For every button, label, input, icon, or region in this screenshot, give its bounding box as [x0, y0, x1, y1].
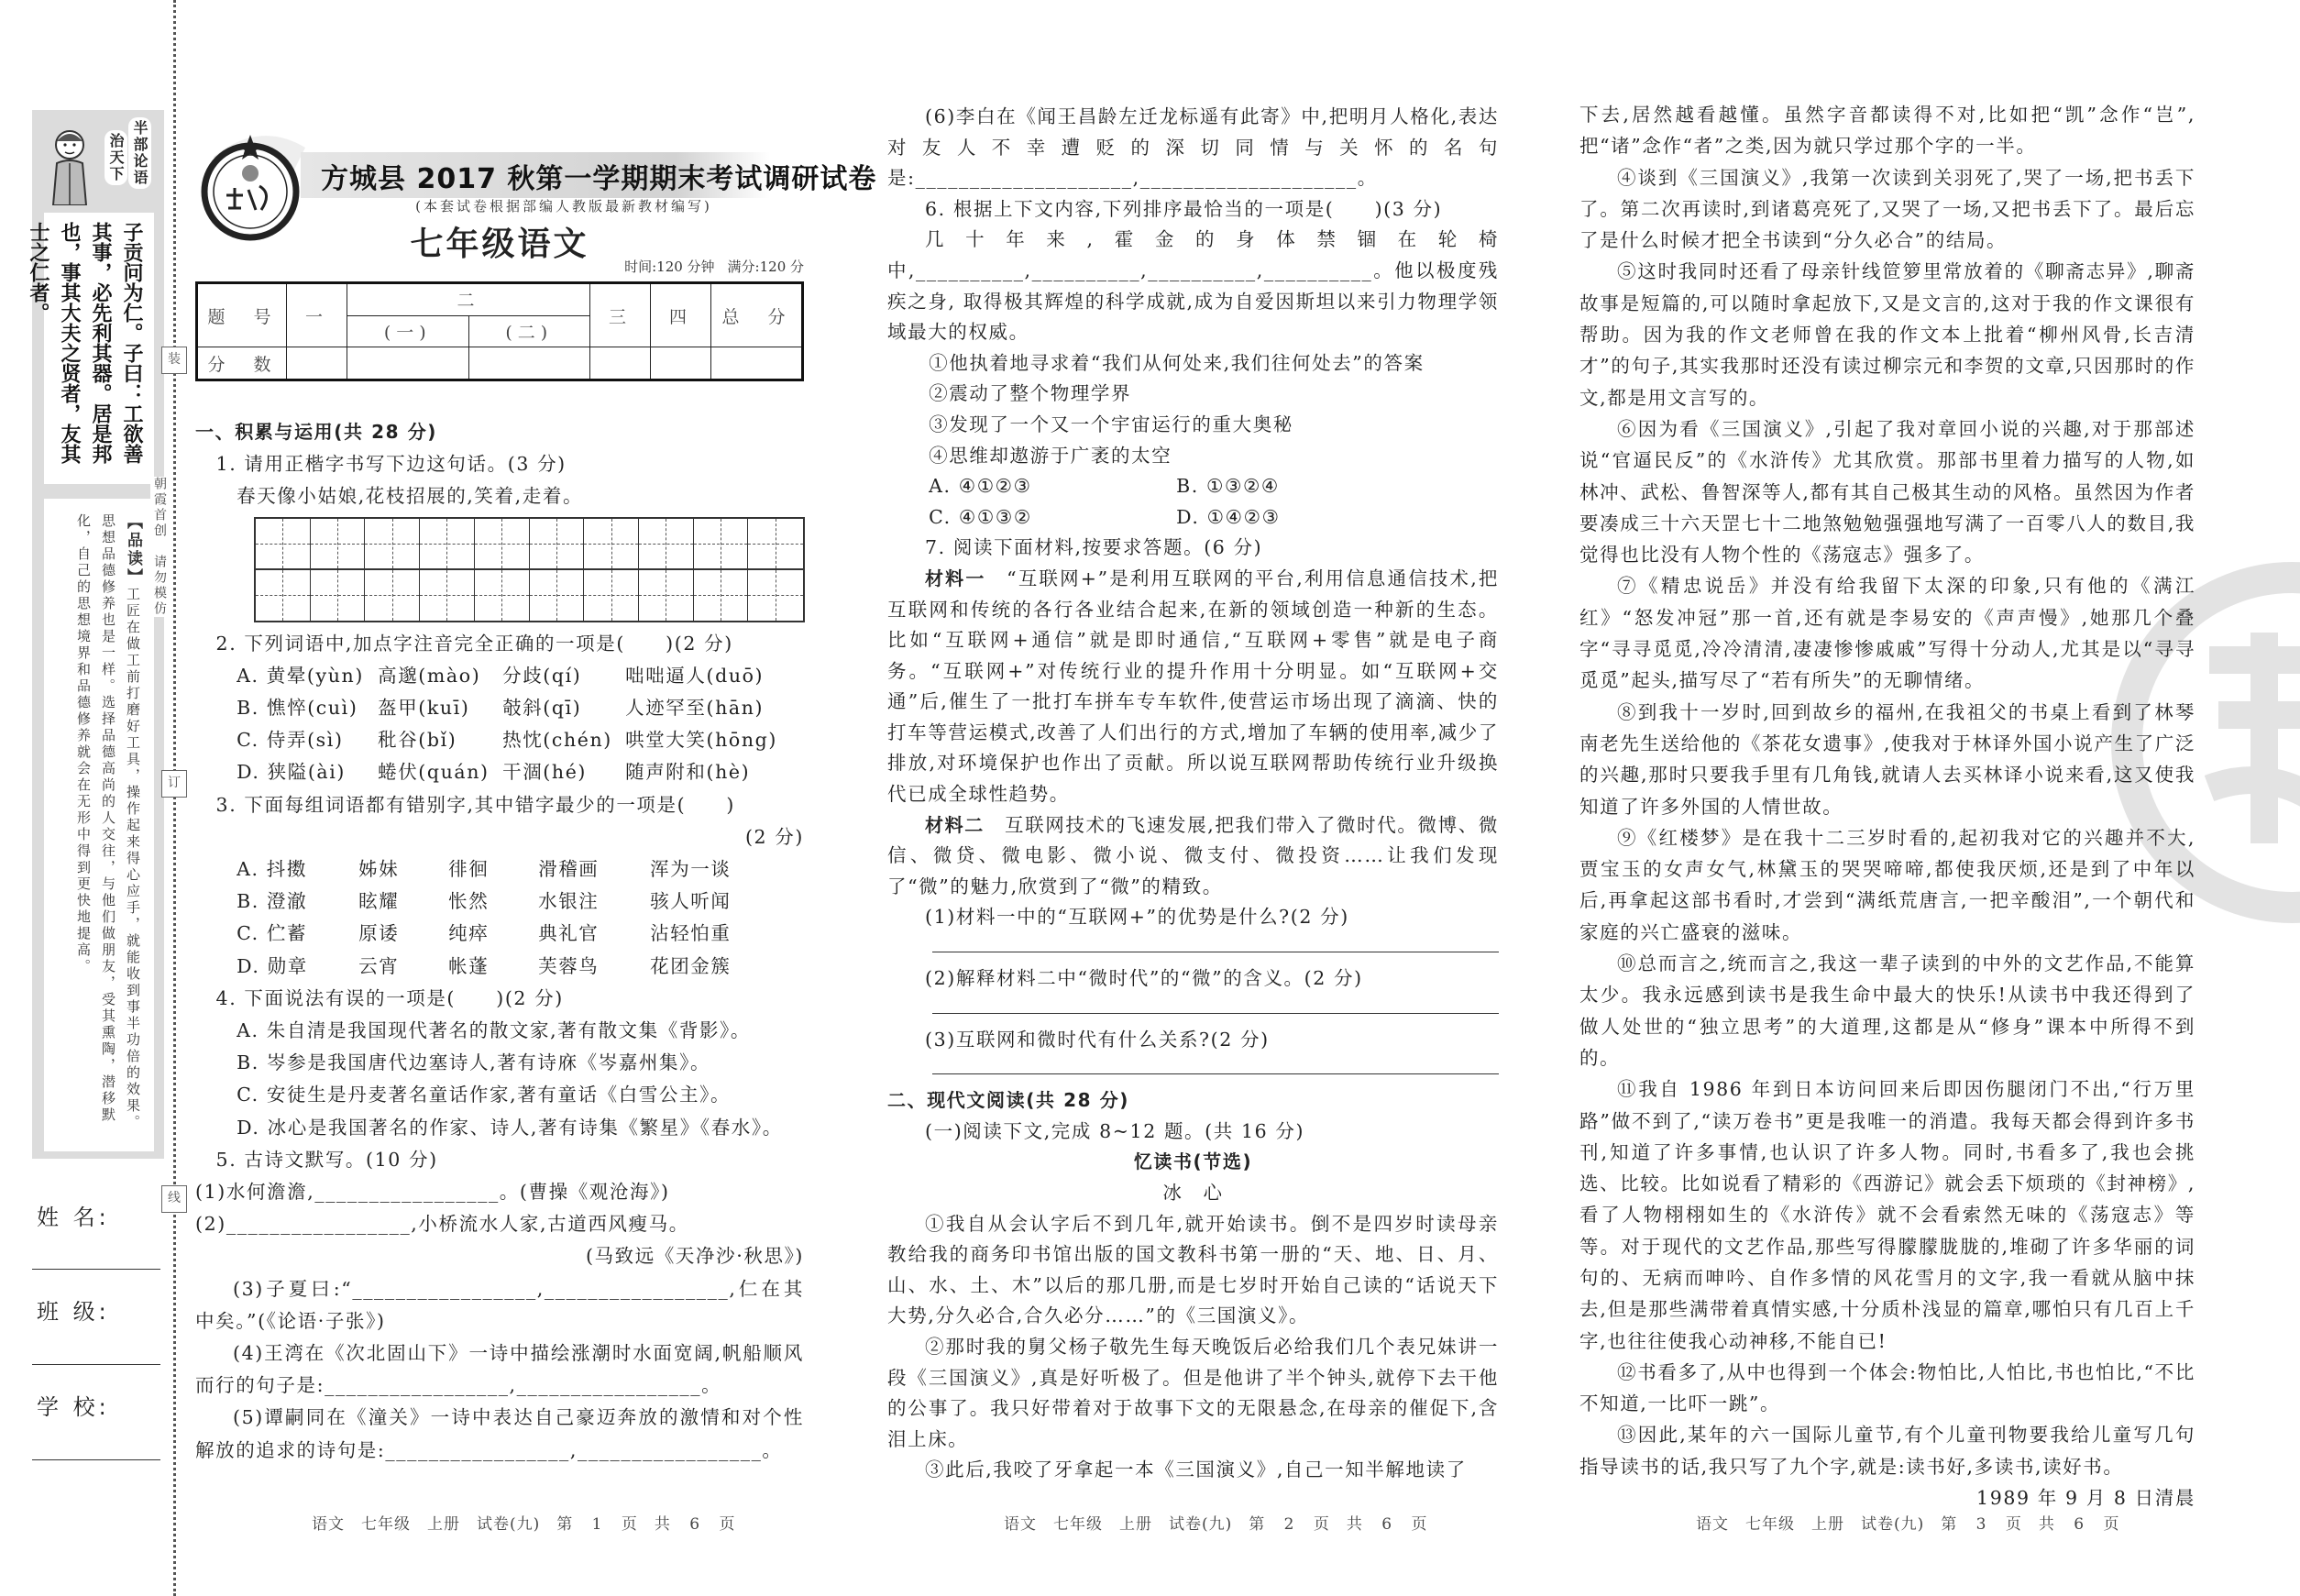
section-2-heading: 二、现代文阅读(共 28 分): [887, 1089, 1130, 1112]
option-word: 花团金簇: [650, 954, 732, 977]
motto-text-2: 治天下: [105, 130, 127, 185]
q3-option-c[interactable]: [195, 918, 804, 950]
answer-line[interactable]: [932, 1073, 1499, 1074]
class-input-line[interactable]: [32, 1364, 160, 1365]
q6-option-d[interactable]: D. ①④②③: [1176, 505, 1281, 528]
footer-subject: 语文: [1696, 1515, 1729, 1534]
article-para-10: ⑩总而言之,统而言之,我这一辈子读到的中外的文艺作品,不能算太少。我永远感到读书是我生命中最大的快乐!从读书中我还得到了做人处世的“独立思考”的大道理,这都是从“修身”课本中所得不到的。: [1579, 952, 2195, 1069]
footer-total: 共 6 页: [654, 1515, 736, 1534]
q7-material-2: [887, 810, 1499, 903]
q7-sub-3: (3)互联网和微时代有什么关系?(2 分): [925, 1028, 1270, 1051]
footer-paper: 试卷(九): [1169, 1515, 1233, 1534]
article-para-1: ①我自从会认字后不到几年,就开始读书。倒不是四岁时读母亲教给我的商务印书馆出版的国文教科书第一册的“天、地、日、月、山、水、土、木”以后的那几册,而是七岁时开始自己读的“话说天下大势,分久必合,合久必分……”的《三国演义》。: [887, 1212, 1499, 1327]
footer-subject: 语文: [312, 1515, 345, 1534]
option-word: 分歧(qí): [502, 664, 582, 687]
option-word: 怅然: [448, 890, 490, 913]
option-word: 帐蓬: [448, 954, 490, 977]
footer-paper: 试卷(九): [1861, 1515, 1925, 1534]
article-para-8: ⑧到我十一岁时,回到故乡的福州,在我祖父的书桌上看到了林琴南老先生送给他的《茶花女遗事》,使我对于林译外国小说产生了广泛的兴趣,那时只要我手里有几角钱,就请人去买林译小说来看,这又使我知道了许多外国的人情世故。: [1579, 700, 2195, 818]
option-word: 沾轻怕重: [650, 922, 732, 945]
article-title: 忆读书(节选): [1133, 1150, 1253, 1173]
answer-line[interactable]: [932, 1013, 1499, 1014]
article-para-12: ⑫书看多了,从中也得到一个体会:物怕比,人怕比,书也怕比,“不比不知道,一比吓一跳”。: [1579, 1360, 2195, 1415]
q5-stem: 5. 古诗文默写。(10 分): [215, 1148, 438, 1171]
school-label: 学 校:: [37, 1394, 110, 1420]
score-table-label-score: 分 数: [197, 347, 287, 380]
q1-stem: 1. 请用正楷字书写下边这句话。(3 分): [215, 453, 567, 476]
q6-option-b[interactable]: B. ①③②④: [1176, 475, 1280, 498]
q4-stem: 4. 下面说法有误的一项是( )(2 分): [215, 986, 564, 1009]
article-para-3-continued: 下去,居然越看越懂。虽然字音都读得不对,比如把“凯”念作“岂”,把“诸”念作“者”之类,因为就只学过那个字的一半。: [1579, 104, 2195, 158]
confucius-cartoon-icon: [44, 125, 95, 205]
q2-stem: 2. 下列词语中,加点字注音完全正确的一项是( )(2 分): [215, 632, 733, 655]
q6-options-cd: [887, 502, 1499, 534]
q5-item-5: (5)谭嗣同在《潼关》一诗中表达自己豪迈奔放的激情和对个性解放的追求的诗句是:_________________,_________________。: [195, 1406, 804, 1461]
q3-option-d[interactable]: [195, 951, 804, 983]
option-word: 热忱(chén): [502, 729, 612, 752]
score-cell[interactable]: [711, 347, 803, 380]
q4-option-c[interactable]: C. 安徒生是丹麦著名童话作家,著有童话《白雪公主》。: [237, 1084, 732, 1106]
section-1-heading: 一、积累与运用(共 28 分): [195, 421, 438, 443]
score-table-col-4: 四: [651, 283, 711, 347]
q5-item-6: (6)李白在《闻王昌龄左迁龙标遥有此寄》中,把明月人格化,表达对友人不幸遭贬的深切同情与关怀的名句是:____________________,____________________。: [887, 105, 1499, 190]
option-word: 水银注: [538, 890, 600, 913]
option-word: 徘徊: [448, 858, 490, 881]
material-2-text: 互联网技术的飞速发展,把我们带入了微时代。微博、微信、微贷、微电影、微小说、微支付、微投资……让我们发现了“微”的魅力,欣赏到了“微”的精致。: [887, 813, 1499, 897]
subject-title: 七年级语文: [410, 226, 589, 263]
exam-title: 方城县 2017 秋第一学期期末考试调研试卷: [321, 163, 877, 195]
option-word: 攲斜(qī): [502, 697, 582, 720]
article-para-2: ②那时我的舅父杨子敬先生每天晚饭后必给我们几个表兄妹讲一段《三国演义》,真是好听极了。但是他讲了半个钟头,就停下去干他的公事了。我只好带着对于故事下文的无限悬念,在母亲的催促下,含泪上床。: [887, 1335, 1499, 1450]
column-1: [195, 416, 804, 1467]
class-label: 班 级:: [37, 1299, 110, 1325]
reading-1-instructions: (一)阅读下文,完成 8~12 题。(共 16 分): [925, 1119, 1305, 1142]
footer-total: 共 6 页: [2038, 1515, 2120, 1534]
page-footer-1: [312, 1511, 753, 1534]
option-word: A. 黄晕(yùn): [237, 664, 364, 687]
material-1-text: “互联网+”是利用互联网的平台,利用信息通信技术,把互联网和传统的各行各业结合起来,在新的领域创造一种新的生态。比如“互联网+通信”就是即时通信,“互联网+零售”就是电子商务。“互联网+”对传统行业的提升作用十分明显。如“互联网+交通”后,催生了一批打车拼车专车软件,使营运市场出现了滴滴、快的打车等营运模式,改善了人们出行的方式,增加了车辆的使用率,减少了排放,对环境保护也作出了贡献。所以说互联网帮助传统行业升级换代已成全球性趋势。: [887, 567, 1499, 806]
option-word: 浑为一谈: [650, 858, 732, 881]
column-2: [887, 102, 1499, 1486]
q1-sentence: 春天像小姑娘,花枝招展的,笑着,走着。: [237, 485, 584, 508]
motto-text-1: 半部论语: [128, 117, 151, 189]
page-footer-2: [1004, 1511, 1445, 1534]
article-para-9: ⑨《红楼梦》是在我十二三岁时看的,起初我对它的兴趣并不大,贾宝玉的女声女气,林黛玉的哭哭啼啼,都使我厌烦,还是到了中年以后,再拿起这部书看时,才尝到“满纸荒唐言,一把辛酸泪”,一个朝代和家庭的兴亡盛衰的滋味。: [1579, 826, 2195, 943]
commentary-text: 工匠在做工前打磨好工具，操作起来得心应手，就能收到事半功倍的效果。思想品德修养也是一样。选择品德高尚的人交往，与他们做朋友，受其熏陶，潜移默化，自己的思想境界和品德修养就会在无形中得到更快地提高。: [75, 513, 141, 1131]
option-word: B. 憔悴(cuì): [237, 697, 358, 720]
q6-item-4: ④思维却遨游于广袤的太空: [929, 444, 1172, 467]
option-word: A. 抖擞: [237, 858, 307, 881]
exam-subtitle: (本套试卷根据部编人教版最新教材编写): [415, 198, 712, 215]
article-date: 1989 年 9 月 8 日清晨: [1976, 1487, 2195, 1510]
q2-option-a[interactable]: [195, 660, 804, 692]
q3-option-b[interactable]: [195, 886, 804, 918]
option-word: 姊妹: [358, 858, 400, 881]
option-word: D. 勋章: [237, 954, 308, 977]
q7-sub-2: (2)解释材料二中“微时代”的“微”的含义。(2 分): [925, 967, 1363, 990]
binding-mark-xian: 线: [161, 1185, 187, 1213]
q6-option-a[interactable]: A. ④①②③: [929, 475, 1032, 498]
score-cell[interactable]: [468, 347, 590, 380]
q4-option-b[interactable]: B. 岑参是我国唐代边塞诗人,著有诗庥《岑嘉州集》。: [237, 1051, 711, 1074]
score-cell[interactable]: [287, 347, 347, 380]
option-word: 哄堂大笑(hōng): [625, 729, 777, 752]
footer-page: 第 1 页: [556, 1515, 638, 1534]
handwriting-grid[interactable]: [254, 517, 805, 622]
option-word: 芙蓉鸟: [538, 954, 600, 977]
q5-item-1: (1)水何澹澹,_________________。(曹操《观沧海》): [195, 1181, 670, 1204]
footer-volume: 上册: [1119, 1515, 1152, 1534]
q2-option-b[interactable]: [195, 692, 804, 724]
q5-item-3: (3)子夏曰:“_________________,_________________,仁在其中矣。”(《论语·子张》): [195, 1277, 804, 1332]
option-word: 随声附和(hè): [625, 761, 751, 784]
footer-paper: 试卷(九): [477, 1515, 541, 1534]
q7-material-1: [887, 564, 1499, 810]
q5-item-2-source: (马致远《天净沙·秋思》): [585, 1245, 804, 1268]
footer-grade: 七年级: [1053, 1515, 1103, 1534]
binding-dotted-line: [173, 0, 176, 1596]
option-word: B. 澄澈: [237, 890, 308, 913]
q6-item-1: ①他执着地寻求着“我们从何处来,我们往何处去”的答案: [929, 351, 1425, 374]
page-footer-3: [1696, 1511, 2137, 1534]
school-input-line[interactable]: [32, 1459, 160, 1460]
commentary-label: 【品读】: [124, 513, 142, 587]
score-cell[interactable]: [347, 347, 469, 380]
commentary-box: [44, 499, 154, 1151]
option-word: 骇人听闻: [650, 890, 732, 913]
q5-item-2: (2)_________________,小桥流水人家,古道西风瘦马。: [195, 1213, 689, 1236]
binding-mark-zhuang: 装: [161, 347, 187, 374]
q6-stem: 6. 根据上下文内容,下列排序最恰当的一项是( )(3 分): [925, 197, 1443, 220]
footer-grade: 七年级: [361, 1515, 411, 1534]
column-3: [1579, 99, 2195, 1513]
option-word: C. 伫蓄: [237, 922, 308, 945]
score-table-sub-2: (二): [468, 315, 590, 347]
score-table: [195, 281, 804, 381]
option-word: 原诿: [358, 922, 400, 945]
option-word: 人迹罕至(hān): [625, 697, 765, 720]
option-word: 干涸(hé): [502, 761, 588, 784]
option-word: 高邈(mào): [378, 664, 481, 687]
footer-volume: 上册: [427, 1515, 460, 1534]
option-word: 咄咄逼人(duō): [625, 664, 765, 687]
score-table-col-2: 二: [347, 283, 590, 316]
footer-grade: 七年级: [1745, 1515, 1795, 1534]
copyright-warning: 朝霞首创 请勿模仿: [152, 477, 167, 617]
q3-option-a[interactable]: [195, 853, 804, 886]
option-word: 典礼官: [538, 922, 600, 945]
option-word: 云宵: [358, 954, 400, 977]
article-para-7: ⑦《精忠说岳》并没有给我留下太深的印象,只有他的《满江红》“怒发冲冠”那一首,还有就是李易安的《声声慢》,她那几个叠字“寻寻觅觅,冷冷清清,凄凄惨惨戚戚”写得十分动人,尤其是以“寻寻觅觅”起头,描写尽了“若有所失”的无聊情绪。: [1579, 575, 2195, 692]
score-table-col-1: 一: [287, 283, 347, 347]
name-input-line[interactable]: [32, 1269, 160, 1270]
footer-subject: 语文: [1004, 1515, 1037, 1534]
article-para-4: ④谈到《三国演义》,我第一次读到关羽死了,哭了一场,把书丢下了。第二次再读时,到诸葛亮死了,又哭了一场,又把书丢下了。最后忘了是什么时候才把全书读到“分久必合”的结局。: [1579, 166, 2195, 252]
article-para-5: ⑤这时我同时还看了母亲针线笸箩里常放着的《聊斋志异》,聊斋故事是短篇的,可以随时拿起放下,又是文言的,这对于我的作文课很有帮助。因为我的作文老师曾在我的作文本上批着“柳州风骨,长吉清才”的句子,其实我那时还没有读过柳宗元和李贺的文章,只因那时的作文,都是用文言写的。: [1579, 260, 2195, 409]
q6-options-ab: [887, 471, 1499, 502]
q6-item-3: ③发现了一个又一个宇宙运行的重大奥秘: [929, 413, 1293, 435]
score-table-col-total: 总 分: [711, 283, 803, 347]
option-word: 蜷伏(quán): [378, 761, 490, 784]
score-cell[interactable]: [651, 347, 711, 380]
option-word: 滑稽画: [538, 858, 600, 881]
article-para-13: ⑬因此,某年的六一国际儿童节,有个儿童刊物要我给儿童写几句指导读书的话,我只写了九个字,就是:读书好,多读书,读好书。: [1579, 1424, 2195, 1478]
q4-option-d[interactable]: D. 冰心是我国著名的作家、诗人,著有诗集《繁星》《春水》。: [237, 1116, 783, 1139]
motto-header: [40, 117, 160, 209]
footer-page: 第 3 页: [1941, 1515, 2022, 1534]
article-para-11: ⑪我自 1986 年到日本访问回来后即因伤腿闭门不出,“行万里路”做不到了,“读万卷书”更是我唯一的消遣。我每天都会得到许多书刊,知道了许多事情,也认识了许多人物。同时,书看多了,我也会挑选、比较。比如说看了精彩的《西游记》就会丢下烦琐的《封神榜》,看了人物栩栩如生的《水浒传》就不会看索然无味的《荡寇志》等等。对于现代的文艺作品,那些写得朦朦胧胧的,堆砌了许多华丽的词句的、无病而呻吟、自作多情的风花雪月的文字,我一看就从脑中抹去,但是那些满带着真情实感,十分质朴浅显的篇章,哪怕只有几百上千字,也往往使我心动神移,不能自已!: [1579, 1078, 2195, 1352]
q6-option-c[interactable]: C. ④①③②: [929, 505, 1032, 528]
material-1-label: 材料一: [925, 567, 986, 589]
option-word: C. 侍弄(sì): [237, 729, 344, 752]
material-2-label: 材料二: [925, 813, 985, 836]
article-author: 冰 心: [1162, 1182, 1224, 1204]
q7-sub-1: (1)材料一中的“互联网+”的优势是什么?(2 分): [925, 906, 1349, 929]
q6-item-2: ②震动了整个物理学界: [929, 382, 1132, 405]
article-para-6: ⑥因为看《三国演义》,引起了我对章回小说的兴趣,对于那部述说“官逼民反”的《水浒传》尤其欣赏。那部书里着力描写的人物,如林冲、武松、鲁智深等人,都有其自己极其生动的风格。虽然因为作者要凑成三十六天罡七十二地煞勉勉强强地写满了一百零八人的数目,我觉得也比没有人物个性的《荡寇志》强多了。: [1579, 417, 2195, 567]
footer-volume: 上册: [1811, 1515, 1844, 1534]
score-cell[interactable]: [590, 347, 651, 380]
time-score-info: [513, 257, 804, 276]
score-table-col-3: 三: [590, 283, 651, 347]
option-word: D. 狭隘(ài): [237, 761, 347, 784]
option-word: 眩耀: [358, 890, 400, 913]
analects-quote: 子贡问为仁。子曰：工欲善其事，必先利其器。居是邦也，事其大夫之贤者，友其士之仁者。: [44, 213, 154, 484]
score-table-sub-1: (一): [347, 315, 469, 347]
article-para-3: ③此后,我咬了牙拿起一本《三国演义》,自己一知半解地读了: [925, 1458, 1467, 1481]
q2-option-c[interactable]: [195, 724, 804, 756]
name-label: 姓 名:: [37, 1205, 110, 1230]
option-word: 盔甲(kuī): [378, 697, 470, 720]
q4-option-a[interactable]: A. 朱自清是我国现代著名的散文家,著有散文集《背影》。: [237, 1019, 751, 1042]
q3-stem: 3. 下面每组词语都有错别字,其中错字最少的一项是( ): [215, 793, 736, 816]
q6-passage: 几十年来,霍金的身体禁锢在轮椅中,__________,__________,__________,__________。他以极度残疾之身, 取得极其辉煌的科学成就,成为自爱因斯坦以来引力物理学领域最大的权威。: [887, 228, 1499, 344]
footer-total: 共 6 页: [1346, 1515, 1428, 1534]
time-limit: 时间:120 分钟: [624, 259, 715, 275]
q2-option-d[interactable]: [195, 756, 804, 788]
q7-stem: 7. 阅读下面材料,按要求答题。(6 分): [925, 536, 1263, 559]
option-word: 纯瘁: [448, 922, 490, 945]
full-score: 满分:120 分: [727, 259, 804, 275]
option-word: 秕谷(bǐ): [378, 729, 457, 752]
score-table-label-no: 题 号: [197, 283, 287, 347]
binding-mark-ding: 订: [161, 770, 187, 798]
footer-page: 第 2 页: [1249, 1515, 1330, 1534]
q5-item-4: (4)王湾在《次北固山下》一诗中描绘涨潮时水面宽阔,帆船顺风而行的句子是:_________________,_________________。: [195, 1342, 804, 1397]
q3-score: (2 分): [744, 825, 804, 848]
